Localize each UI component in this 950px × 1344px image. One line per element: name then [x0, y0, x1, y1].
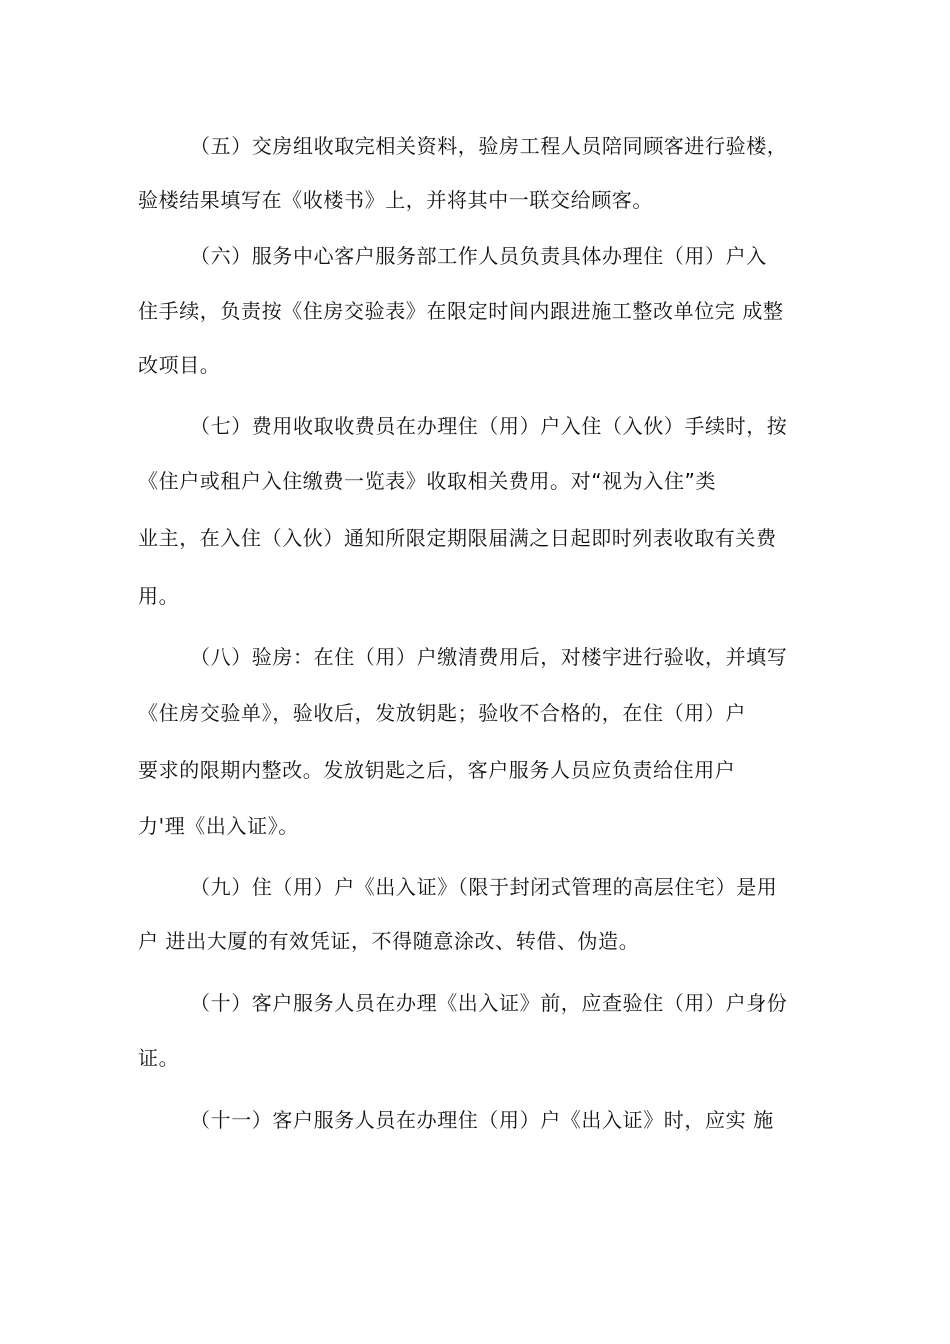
paragraph-5-line-2: 验楼结果填写在《收楼书》上，并将其中一联交给顾客。	[138, 188, 653, 212]
paragraph-8-line-1: （八）验房：在住（用）户缴清费用后，对楼宇进行验收，并填写	[190, 645, 788, 669]
paragraph-8-line-4: 力'理《出入证》。	[138, 814, 299, 838]
paragraph-9-line-2: 户 进出大厦的有效凭证，不得随意涂改、转借、伪造。	[138, 929, 640, 953]
paragraph-6-line-3: 改项目。	[138, 353, 221, 377]
paragraph-5-line-1: （五）交房组收取完相关资料，验房工程人员陪同顾客进行验楼，	[190, 134, 788, 158]
paragraph-11-line-1: （十一）客户服务人员在办理住（用）户《出入证》时，应实 施	[190, 1108, 774, 1132]
paragraph-7-line-4: 用。	[138, 584, 180, 608]
paragraph-7-line-1: （七）费用收取收费员在办理住（用）户入住（入伙）手续时，按	[190, 414, 788, 438]
paragraph-10-line-1: （十）客户服务人员在办理《出入证》前，应查验住（用）户身份	[190, 991, 788, 1015]
paragraph-8-line-3: 要求的限期内整改。发放钥匙之后，客户服务人员应负责给住用户	[138, 758, 736, 782]
paragraph-9-line-1: （九）住（用）户《出入证》（限于封闭式管理的高层住宅）是用	[190, 875, 778, 899]
paragraph-10-line-2: 证。	[138, 1046, 180, 1070]
paragraph-8-line-2: 《住房交验单》，验收后，发放钥匙；验收不合格的，在住（用）户	[138, 701, 746, 725]
paragraph-7-line-3: 业主，在入住（入伙）通知所限定期限届满之日起即时列表收取有关费	[138, 526, 777, 550]
paragraph-6-line-2: 住手续，负责按《住房交验表》在限定时间内跟进施工整改单位完 成整	[138, 299, 784, 323]
paragraph-6-line-1: （六）服务中心客户服务部工作人员负责具体办理住（用）户入	[190, 244, 767, 268]
paragraph-7-line-2: 《住户或租户入住缴费一览表》收取相关费用。对“视为入住”类	[138, 469, 717, 493]
